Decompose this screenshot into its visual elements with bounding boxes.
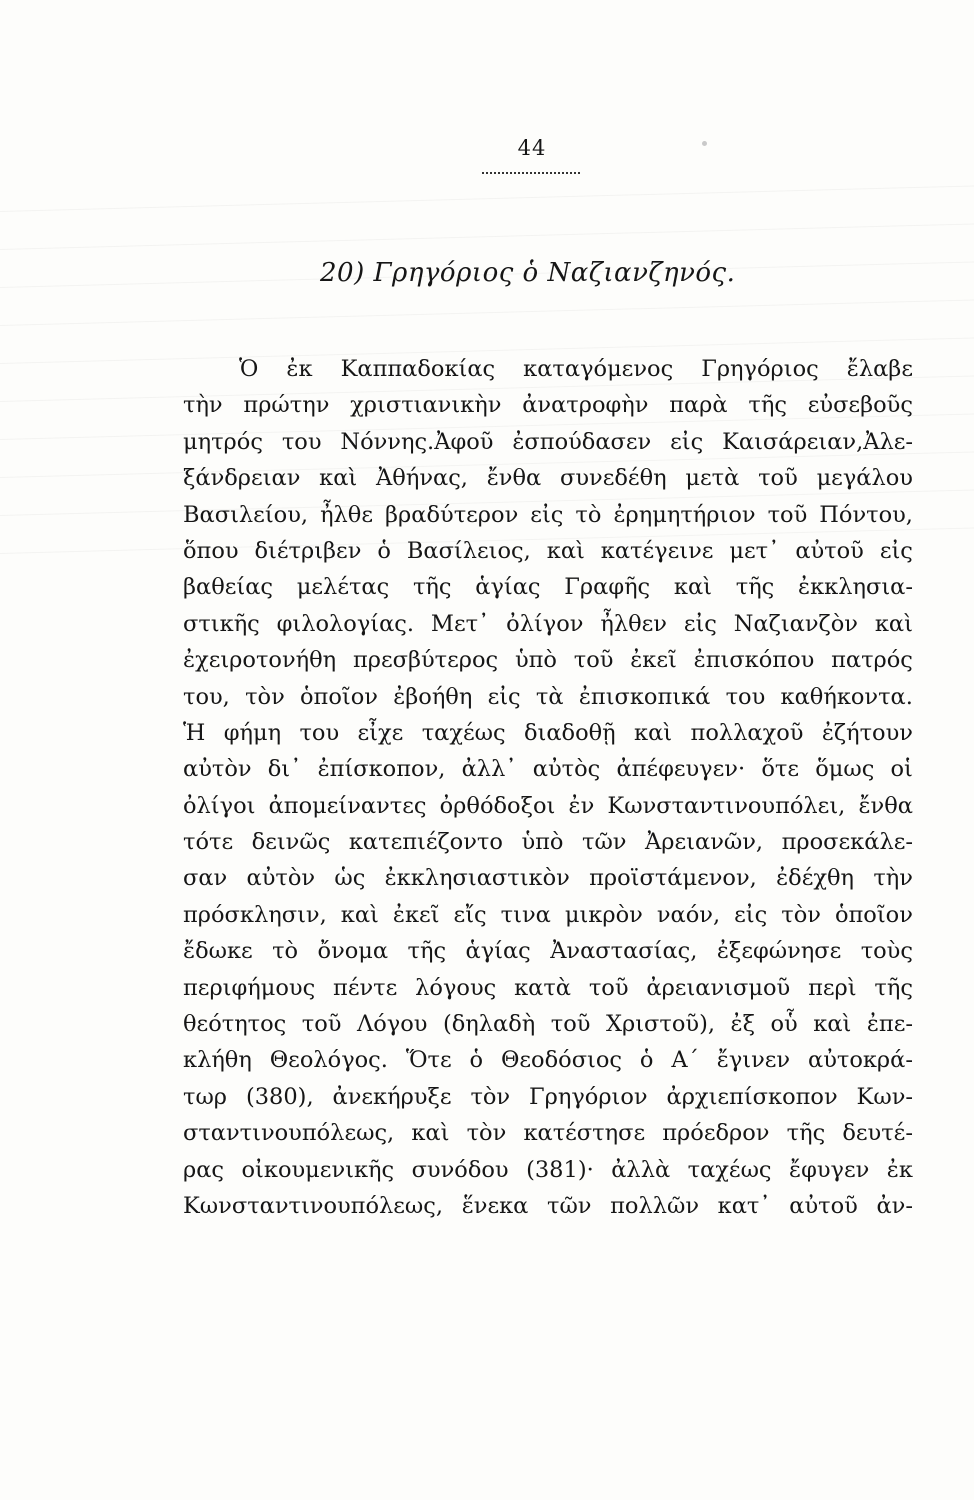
body-line: μητρός του Νόννης.Ἀφοῦ ἐσπούδασεν εἰς Καισάρειαν,Ἀλε- [183, 428, 913, 455]
body-line: στικῆς φιλολογίας. Μετ᾽ ὀλίγον ἦλθεν εἰς Ναζιανζὸν καὶ [183, 610, 913, 637]
body-line: βαθείας μελέτας τῆς ἁγίας Γραφῆς καὶ τῆς ἐκκλησια- [183, 574, 913, 601]
body-line: ἔδωκε τὸ ὄνομα τῆς ἁγίας Ἀναστασίας, ἐξεφώνησε τοὺς [183, 938, 913, 965]
body-line: ὅπου διέτριβεν ὁ Βασίλειος, καὶ κατέγεινε μετ᾽ αὐτοῦ εἰς [183, 537, 913, 564]
body-line: του, τὸν ὁποῖον ἐβοήθη εἰς τὰ ἐπισκοπικά του καθήκοντα. [183, 683, 913, 710]
body-line: σταντινουπόλεως, καὶ τὸν κατέστησε πρόεδρον τῆς δευτέ- [183, 1120, 913, 1147]
body-line: τωρ (380), ἀνεκήρυξε τὸν Γρηγόριον ἀρχιεπίσκοπον Κων- [183, 1083, 913, 1110]
paper-speck [702, 141, 707, 146]
body-line: περιφήμους πέντε λόγους κατὰ τοῦ ἀρειανισμοῦ περὶ τῆς [183, 974, 913, 1001]
body-line: τότε δεινῶς κατεπιέζοντο ὑπὸ τῶν Ἀρειανῶν, προσεκάλε- [183, 829, 913, 856]
body-line: ὀλίγοι ἀπομείναντες ὀρθόδοξοι ἐν Κωνσταντινουπόλει, ἔνθα [183, 792, 913, 819]
body-line: Κωνσταντινουπόλεως, ἕνεκα τῶν πολλῶν κατ᾽ αὐτοῦ ἀν- [183, 1192, 913, 1219]
show-through-line [0, 175, 974, 213]
chapter-title: 20) Γρηγόριος ὁ Ναζιανζηνός. [320, 258, 736, 288]
body-line: τὴν πρώτην χριστιανικὴν ἀνατροφὴν παρὰ τῆς εὐσεβοῦς [183, 392, 913, 419]
body-line: Βασιλείου, ἦλθε βραδύτερον εἰς τὸ ἐρημητήριον τοῦ Πόντου, [183, 501, 913, 528]
page-number: 44 [517, 136, 547, 160]
body-line: κλήθη Θεολόγος. Ὅτε ὁ Θεοδόσιος ὁ Α΄ ἔγινεν αὐτοκρά- [183, 1047, 913, 1074]
body-text [183, 351, 913, 1224]
body-line: Ὁ ἐκ Καππαδοκίας καταγόμενος Γρηγόριος ἔλαβε [239, 356, 913, 382]
body-line: ρας οἰκουμενικῆς συνόδου (381)· ἀλλὰ ταχέως ἔφυγεν ἐκ [183, 1156, 913, 1183]
page-number-rule [482, 172, 580, 174]
body-line: σαν αὐτὸν ὡς ἐκκλησιαστικὸν προϊστάμενον, ἐδέχθη τὴν [183, 865, 913, 892]
body-line: ἐχειροτονήθη πρεσβύτερος ὑπὸ τοῦ ἐκεῖ ἐπισκόπου πατρός [183, 647, 913, 674]
show-through-line [0, 213, 974, 251]
show-through-line [0, 289, 974, 327]
body-line: θεότητος τοῦ Λόγου (δηλαδὴ τοῦ Χριστοῦ), ἐξ οὗ καὶ ἐπε- [183, 1011, 913, 1038]
body-line: Ἡ φήμη του εἶχε ταχέως διαδοθῇ καὶ πολλαχοῦ ἐζήτουν [183, 719, 913, 746]
body-line: αὐτὸν δι᾽ ἐπίσκοπον, ἀλλ᾽ αὐτὸς ἀπέφευγεν· ὅτε ὅμως οἱ [183, 756, 913, 783]
body-line: πρόσκλησιν, καὶ ἐκεῖ εἴς τινα μικρὸν ναόν, εἰς τὸν ὁποῖον [183, 901, 913, 928]
body-line: ξάνδρειαν καὶ Ἀθήνας, ἔνθα συνεδέθη μετὰ τοῦ μεγάλου [183, 465, 913, 492]
